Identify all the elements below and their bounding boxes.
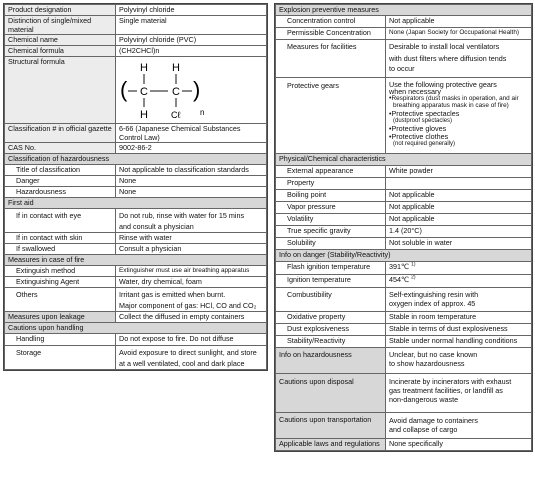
- row-chemical-name: [5, 35, 267, 46]
- label: Dust explosiveness: [276, 324, 386, 336]
- label: External appearance: [276, 166, 386, 178]
- label: Extinguishing Agent: [5, 277, 116, 288]
- value: [116, 288, 267, 312]
- section-heading: Physical/Chemical characteristics: [276, 154, 532, 166]
- label: Info on hazardousness: [276, 348, 386, 374]
- label: Oxidative property: [276, 312, 386, 324]
- line: when necessary: [389, 87, 441, 96]
- row-property: [276, 178, 532, 190]
- value: White powder: [386, 166, 532, 178]
- bullet-spectacles: • Protective spectacles: [389, 110, 528, 118]
- line: Desirable to install local ventilators: [389, 42, 500, 51]
- section-heading: Explosion preventive measures: [276, 5, 532, 16]
- label: CAS No.: [5, 143, 116, 154]
- label: Cautions upon transportation: [276, 413, 386, 439]
- row-eye: [5, 209, 267, 233]
- label: Measures for facilities: [276, 40, 386, 78]
- section-handling: [5, 323, 267, 334]
- row-distinction: [5, 16, 267, 35]
- structural-formula-diagram: [116, 57, 262, 121]
- line: Incinerate by incinerators with exhaust: [389, 377, 512, 386]
- label: Danger: [5, 176, 116, 187]
- row-transport: [276, 413, 532, 439]
- value: [386, 78, 532, 154]
- label: Vapor pressure: [276, 202, 386, 214]
- row-danger: [5, 176, 267, 187]
- row-structural-formula: [5, 57, 267, 124]
- row-boiling-point: [276, 190, 532, 202]
- value: Polyvinyl chloride: [116, 5, 267, 16]
- value: Water, dry chemical, foam: [116, 277, 267, 288]
- value: Extinguisher must use air breathing apparatus: [116, 266, 267, 277]
- atom-c2: C: [172, 86, 180, 98]
- row-extinguishing-agent: [5, 277, 267, 288]
- row-classification: [5, 124, 267, 143]
- value: Polyvinyl chloride (PVC): [116, 35, 267, 46]
- label: Title of classification: [5, 165, 116, 176]
- section-heading: Cautions upon handling: [5, 323, 267, 334]
- row-dust: [276, 324, 532, 336]
- label: Applicable laws and regulations: [276, 439, 386, 451]
- value: Not applicable: [386, 214, 532, 226]
- value: [386, 275, 532, 288]
- section-explosion: [276, 5, 532, 16]
- label: Permissible Concentration: [276, 28, 386, 40]
- line: Irritant gas is emitted when burnt.: [119, 290, 226, 299]
- paren-right: ): [193, 77, 201, 102]
- bullet-respirators: • Respirators (dust masks in operation, and air breathing apparatus mask in case of fire): [389, 95, 528, 110]
- line: Self-extinguishing resin with: [389, 290, 479, 299]
- row-vapor-pressure: [276, 202, 532, 214]
- label: Chemical formula: [5, 46, 116, 57]
- section-danger: [276, 250, 532, 262]
- row-specific-gravity: [276, 226, 532, 238]
- line: Major component of gas: HCl, CO and CO₂: [119, 301, 257, 310]
- value: None (Japan Society for Occupational Health): [386, 28, 532, 40]
- value: Stable in terms of dust explosiveness: [386, 324, 532, 336]
- left-table: [4, 4, 267, 370]
- value: (CH2CHCl)n: [116, 46, 267, 57]
- value: [386, 413, 532, 439]
- row-handling: [5, 334, 267, 346]
- value: [386, 374, 532, 413]
- row-hazardousness-info: [276, 348, 532, 374]
- line: with dust filters where diffusion tends: [389, 54, 507, 63]
- label: Chemical name: [5, 35, 116, 46]
- atom-h1: H: [140, 62, 148, 74]
- label: If in contact with eye: [5, 209, 116, 233]
- row-disposal: [276, 374, 532, 413]
- line: Do not rub, rinse with water for 15 mins: [119, 211, 245, 220]
- value: [386, 40, 532, 78]
- structural-formula: [116, 57, 267, 124]
- row-volatility: [276, 214, 532, 226]
- sub-note: (dustproof spectacles): [393, 117, 453, 124]
- label: If in contact with skin: [5, 233, 116, 244]
- line: Unclear, but no case known: [389, 350, 478, 359]
- row-cas: [5, 143, 267, 154]
- label: Others: [5, 288, 116, 312]
- value: Stable under normal handling conditions: [386, 336, 532, 348]
- label: Combustibility: [276, 288, 386, 312]
- atom-c1: C: [140, 86, 148, 98]
- row-hazardousness: [5, 187, 267, 198]
- row-flash-ignition: [276, 262, 532, 275]
- label: Handling: [5, 334, 116, 346]
- line: Use the following protective gears: [389, 80, 497, 89]
- value: Not applicable: [386, 16, 532, 28]
- value: [386, 262, 532, 275]
- row-solubility: [276, 238, 532, 250]
- right-table: [275, 4, 532, 451]
- label: Boiling point: [276, 190, 386, 202]
- value: Rinse with water: [116, 233, 267, 244]
- label: Ignition temperature: [276, 275, 386, 288]
- section-heading: Measures in case of fire: [5, 255, 267, 266]
- value: Stable in room temperature: [386, 312, 532, 324]
- value: [386, 348, 532, 374]
- row-leakage: [5, 312, 267, 323]
- value: Single material: [116, 16, 267, 35]
- value: Not applicable to classification standards: [116, 165, 267, 176]
- value: [386, 288, 532, 312]
- value: None: [116, 187, 267, 198]
- label: Hazardousness: [5, 187, 116, 198]
- temperature: 391℃: [389, 262, 410, 271]
- line: and collapse of cargo: [389, 425, 458, 434]
- label: Solubility: [276, 238, 386, 250]
- row-swallowed: [5, 244, 267, 255]
- value: Not soluble in water: [386, 238, 532, 250]
- section-physical: [276, 154, 532, 166]
- row-extinguish-method: [5, 266, 267, 277]
- label: Storage: [5, 346, 116, 370]
- label: Stability/Reactivity: [276, 336, 386, 348]
- line: gas treatment facilities, or landfill as: [389, 386, 503, 395]
- row-combustibility: [276, 288, 532, 312]
- line: oxygen index of approx. 45: [389, 299, 476, 308]
- section-first-aid: [5, 198, 267, 209]
- left-sheet: [3, 3, 268, 371]
- value: [386, 178, 532, 190]
- label: Property: [276, 178, 386, 190]
- row-permissible: [276, 28, 532, 40]
- section-fire: [5, 255, 267, 266]
- footnote-ref: 2): [411, 274, 416, 281]
- section-heading: Info on danger (Stability/Reactivity): [276, 250, 532, 262]
- section-heading: Classification of hazardousness: [5, 154, 267, 165]
- paren-left: (: [120, 77, 128, 102]
- line: and consult a physician: [119, 222, 194, 231]
- row-skin: [5, 233, 267, 244]
- sub-note: (not required generally): [393, 140, 456, 147]
- subscript-n: n: [200, 108, 205, 117]
- label: Structural formula: [5, 57, 116, 124]
- label: Measures upon leakage: [5, 312, 116, 323]
- label: Extinguish method: [5, 266, 116, 277]
- atom-h3: H: [140, 109, 148, 121]
- temperature: 454℃: [389, 275, 410, 284]
- bullet-clothes: • Protective clothes: [389, 133, 528, 141]
- row-concentration: [276, 16, 532, 28]
- footnote-ref: 1): [411, 261, 416, 268]
- line: Avoid exposure to direct sunlight, and store: [119, 348, 257, 357]
- row-product: [5, 5, 267, 16]
- row-appearance: [276, 166, 532, 178]
- line: non-dangerous waste: [389, 395, 459, 404]
- value: [116, 209, 267, 233]
- value: None specifically: [386, 439, 532, 451]
- value: [116, 346, 267, 370]
- value: 1.4 (20°C): [386, 226, 532, 238]
- row-others: [5, 288, 267, 312]
- line: at a well ventilated, cool and dark place: [119, 359, 245, 368]
- atom-h2: H: [172, 62, 180, 74]
- row-facilities: [276, 40, 532, 78]
- value: Do not expose to fire. Do not diffuse: [116, 334, 267, 346]
- row-ignition: [276, 275, 532, 288]
- line: to occur: [389, 64, 415, 73]
- value: Collect the diffused in empty containers: [116, 312, 267, 323]
- bullet-gloves: • Protective gloves: [389, 125, 528, 133]
- value: 9002-86-2: [116, 143, 267, 154]
- section-hazard: [5, 154, 267, 165]
- row-protective-gears: [276, 78, 532, 154]
- label: Product designation: [5, 5, 116, 16]
- atom-cl: Cℓ: [171, 110, 181, 120]
- right-sheet: [274, 3, 533, 452]
- section-heading: First aid: [5, 198, 267, 209]
- value: 6-66 (Japanese Chemical Substances Control Law): [116, 124, 267, 143]
- row-storage: [5, 346, 267, 370]
- row-laws: [276, 439, 532, 451]
- row-chemical-formula: [5, 46, 267, 57]
- value: None: [116, 176, 267, 187]
- label: Protective gears: [276, 78, 386, 154]
- row-stability: [276, 336, 532, 348]
- label: Concentration control: [276, 16, 386, 28]
- line: to show hazardousness: [389, 359, 465, 368]
- value: Not applicable: [386, 202, 532, 214]
- label: True specific gravity: [276, 226, 386, 238]
- label: Classification # in official gazette: [5, 124, 116, 143]
- label: Flash ignition temperature: [276, 262, 386, 275]
- label: Distinction of single/mixed material: [5, 16, 116, 35]
- value: Consult a physician: [116, 244, 267, 255]
- label: Volatility: [276, 214, 386, 226]
- row-title-classification: [5, 165, 267, 176]
- label: Cautions upon disposal: [276, 374, 386, 413]
- value: Not applicable: [386, 190, 532, 202]
- label: If swallowed: [5, 244, 116, 255]
- row-oxidative: [276, 312, 532, 324]
- line: Avoid damage to containers: [389, 416, 478, 425]
